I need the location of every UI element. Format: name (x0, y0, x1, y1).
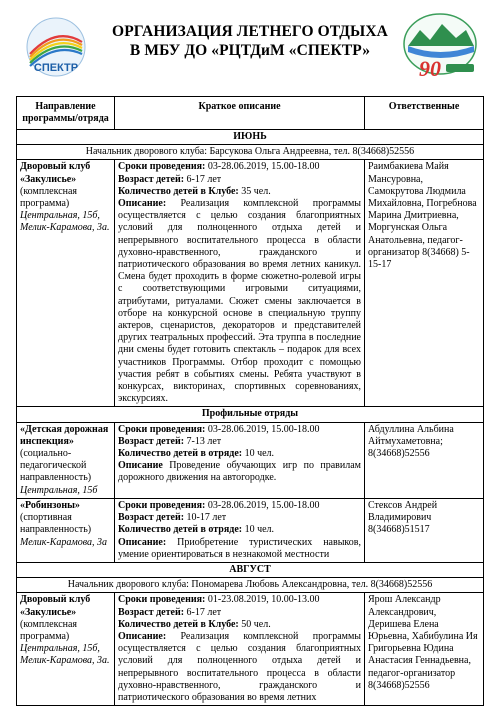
dates-label: Сроки проведения: (118, 423, 206, 435)
program-cell (17, 160, 115, 407)
logo-right-number: 90 (419, 56, 441, 81)
description-text: Реализация комплексной программы осуществляется с целью создания благоприятных условий для полноценного отдыха детей и непрерывного воспитательного процесса в области духовно-нравственного, гражданского и патриотического образования во время летних каникул. Смена будет проходить в форме сюжетно-ролевой игры с соответствующими игровыми ситуациями, атрибутами, ритуалами. Сюжет смены заключается в отборе на конкурсной основе в специальную труппу актеров, сценаристов, декораторов и представителей других театральных профессий. Эта труппа в последние дни смены будет готовить спектакль – подарок для всех участников Программы. Отбор проходит с помощью участия ребят в событиях смены. Ребята участвуют в конкурсах, викторинах, спортивных соревнованиях, экскурсиях. (118, 198, 362, 405)
section-title-profile: Профильные отряды (17, 407, 484, 422)
section-row-june (17, 130, 484, 145)
count-label: Количество детей в отряде: (118, 524, 243, 536)
program-type: (комплексная программа) (20, 185, 78, 210)
anniversary-logo (400, 10, 480, 86)
column-header-description: Краткое описание (115, 97, 365, 130)
section-row-profile (17, 407, 484, 422)
description-text: Реализация комплексной программы осуществляется с целью создания благоприятных условий для полноценного отдыха детей и непрерывного воспитательного процесса в области духовно-нравственного, гражданского и патриотического образования во время летних (118, 630, 362, 703)
logo-left-text: СПЕКТР (33, 62, 79, 74)
section-row-august (17, 562, 484, 577)
count-value: 10 чел. (244, 448, 275, 460)
description-text: Проведение обучающих игр по правилам дорожного движения на автогородке. (118, 460, 361, 484)
age-label: Возраст детей: (118, 512, 185, 524)
age-value: 6-17 лет (186, 606, 222, 618)
description-label: Описание: (118, 630, 167, 642)
club-head-june: Начальник дворового клуба: Барсукова Ольга Андреевна, тел. 8(34668)52556 (17, 145, 484, 160)
column-header-direction: Направление программы/отряда (17, 97, 115, 130)
document-header (0, 0, 500, 92)
responsible-cell: Абдуллина Альбина Айтмухаметовна; 8(34668)52556 (365, 422, 484, 498)
description-cell (115, 498, 365, 562)
club-head-row-june (17, 145, 484, 160)
program-address: Центральная, 15б, Мелик-Карамова, 3а. (20, 210, 110, 234)
program-name: «Детская дорожная инспекция» (20, 423, 109, 447)
section-title-august: АВГУСТ (17, 562, 484, 577)
count-label: Количество детей в отряде: (118, 448, 243, 460)
count-label: Количество детей в Клубе: (118, 618, 239, 630)
program-name: Дворовый клуб «Закулисье» (20, 161, 91, 185)
count-value: 50 чел. (241, 618, 271, 630)
club-head-august: Начальник дворового клуба: Пономарева Любовь Александровна, тел. 8(34668)52556 (17, 578, 484, 593)
program-type: (комплексная программа) (20, 618, 78, 642)
age-value: 7-13 лет (186, 435, 222, 447)
column-header-responsible: Ответственные (365, 97, 484, 130)
description-cell (115, 593, 365, 706)
spectr-logo (22, 16, 90, 78)
dates-value: 03-28.06.2019, 15.00-18.00 (207, 423, 320, 435)
description-text: Приобретение туристических навыков, умение ориентироваться в незнакомой местности (118, 536, 362, 560)
description-label: Описание (118, 460, 163, 472)
dates-label: Сроки проведения: (118, 499, 206, 511)
count-label: Количество детей в Клубе: (118, 185, 239, 197)
age-value: 6-17 лет (186, 173, 222, 185)
schedule-table (16, 96, 484, 706)
program-cell (17, 593, 115, 706)
program-cell (17, 498, 115, 562)
program-address: Центральная, 15б (20, 484, 98, 496)
table-header-row (17, 97, 484, 130)
program-cell (17, 422, 115, 498)
program-address: Мелик-Карамова, 3а (20, 536, 108, 548)
dates-label: Сроки проведения: (118, 594, 206, 606)
table-row (17, 422, 484, 498)
count-value: 10 чел. (244, 524, 275, 536)
program-name: Дворовый клуб «Закулисье» (20, 594, 91, 618)
title-line-1: ОРГАНИЗАЦИЯ ЛЕТНЕГО ОТДЫХА (112, 23, 388, 40)
program-type: (спортивная направленность) (20, 512, 92, 536)
table-row (17, 498, 484, 562)
dates-label: Сроки проведения: (118, 161, 206, 173)
description-cell (115, 422, 365, 498)
program-type: (социально-педагогической направленность) (20, 448, 92, 484)
age-label: Возраст детей: (118, 173, 185, 185)
dates-value: 03-28.06.2019, 15.00-18.00 (207, 499, 320, 511)
count-value: 35 чел. (241, 185, 271, 197)
description-label: Описание: (118, 536, 167, 548)
dates-value: 01-23.08.2019, 10.00-13.00 (207, 594, 320, 606)
section-title-june: ИЮНЬ (17, 130, 484, 145)
description-label: Описание: (118, 198, 167, 210)
responsible-cell: Раимбакиева Майя Мансуровна, Самокрутова Людмила Михайловна, Погребнова Марина Дмитриевна, Моргунская Ольга Анатольевна, педагог-организатор 8(34668) 5-15-17 (365, 160, 484, 407)
age-label: Возраст детей: (118, 606, 185, 618)
table-row (17, 160, 484, 407)
page-title (110, 22, 390, 60)
program-address: Центральная, 15б, Мелик-Карамова, 3а. (20, 643, 110, 667)
age-label: Возраст детей: (118, 435, 185, 447)
table-row (17, 593, 484, 706)
title-line-2: В МБУ ДО «РЦТДиМ «СПЕКТР» (129, 42, 371, 59)
responsible-cell: Ярош Александр Александрович, Деришева Елена Юрьевна, Хабибулина Ия Григорьевна Юдина Анастасия Геннадьевна, педагог-организатор 8(34668)52556 (365, 593, 484, 706)
responsible-cell: Стексов Андрей Владимирович 8(34668)51517 (365, 498, 484, 562)
program-name: «Робинзоны» (20, 499, 80, 511)
dates-value: 03-28.06.2019, 15.00-18.00 (207, 161, 320, 173)
description-cell (115, 160, 365, 407)
club-head-row-august (17, 578, 484, 593)
age-value: 10-17 лет (186, 512, 227, 524)
